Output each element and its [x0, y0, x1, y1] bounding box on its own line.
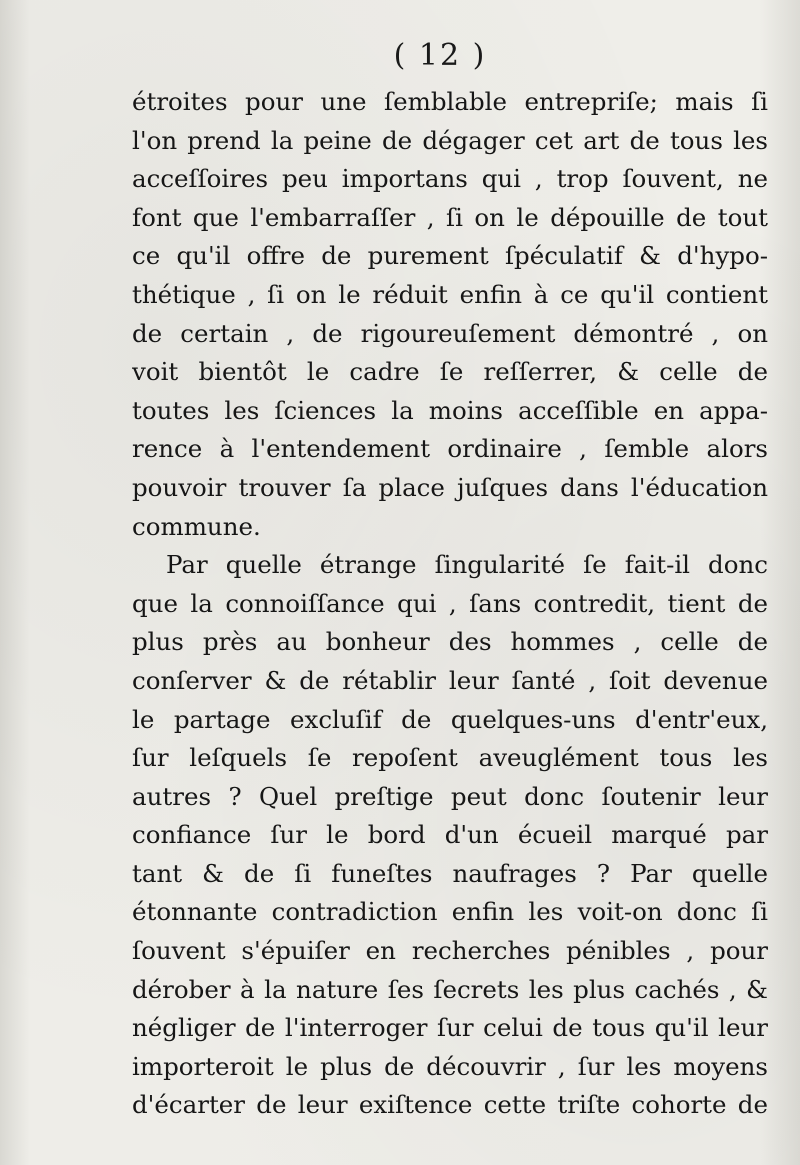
text-line: font que l'embarraſſer , ſi on le dépouille de tout	[132, 202, 768, 232]
text-line: ſur leſquels ſe repoſent aveuglément tous les	[132, 743, 768, 773]
text-line: voit bientôt le cadre ſe reſſerrer, & celle de	[132, 357, 768, 387]
text-line: Par quelle étrange ſingularité ſe fait-il donc	[166, 550, 768, 580]
text-line: pouvoir trouver ſa place juſques dans l'éducation	[132, 472, 768, 502]
text-line: rence à l'entendement ordinaire , ſemble alors	[132, 434, 768, 464]
text-line: confiance ſur le bord d'un écueil marqué par	[132, 820, 768, 850]
text-line: l'on prend la peine de dégager cet art de tous les	[132, 125, 768, 155]
text-line: dérober à la nature ſes ſecrets les plus cachés , &	[132, 974, 768, 1004]
text-line: acceſſoires peu importans qui , trop ſouvent, ne	[132, 164, 768, 194]
text-line: d'écarter de leur exiſtence cette triſte cohorte de	[132, 1090, 768, 1120]
text-line: conſerver & de rétablir leur ſanté , ſoit devenue	[132, 665, 768, 695]
text-line: étroites pour une ſemblable entrepriſe; mais ſi	[132, 87, 768, 116]
page-number: ( 12 )	[393, 38, 487, 73]
text-line: étonnante contradiction enfin les voit-on donc ſi	[132, 897, 768, 927]
text-line: importeroit le plus de découvrir , ſur les moyens	[132, 1051, 768, 1081]
text-line: plus près au bonheur des hommes , celle de	[132, 627, 768, 657]
text-line: le partage excluſif de quelques-uns d'entr'eux,	[132, 704, 768, 734]
text-line: commune.	[132, 511, 261, 541]
text-line: thétique , ſi on le réduit enfin à ce qu'il contient	[132, 279, 768, 309]
text-line: de certain , de rigoureuſement démontré , on	[132, 318, 768, 348]
text-line: tant & de ſi funeſtes naufrages ? Par quelle	[132, 858, 768, 888]
text-line: que la connoiſſance qui , ſans contredit, tient de	[132, 588, 768, 618]
text-line: ſouvent s'épuiſer en recherches pénibles , pour	[132, 936, 768, 966]
text-line: négliger de l'interroger ſur celui de tous qu'il leur	[132, 1013, 768, 1043]
text-line: toutes les ſciences la moins acceſſible en appa-	[132, 395, 768, 425]
text-line: ce qu'il offre de purement ſpéculatif & d'hypo-	[132, 241, 768, 271]
body-text	[132, 83, 768, 1125]
text-line: autres ? Quel preſtige peut donc ſoutenir leur	[132, 781, 768, 811]
